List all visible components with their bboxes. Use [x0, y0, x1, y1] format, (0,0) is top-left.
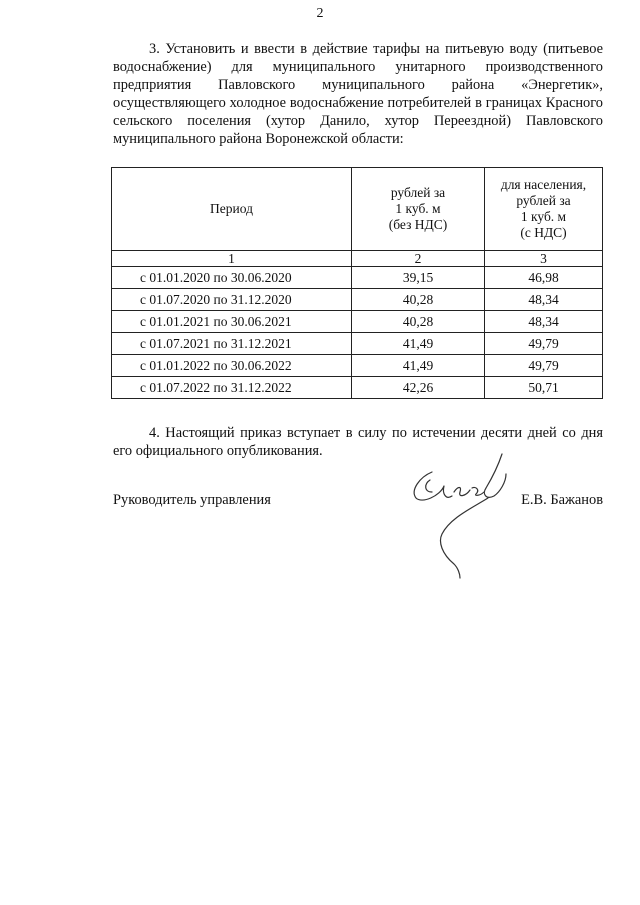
header-without-vat-line: 1 куб. м: [395, 201, 441, 216]
column-number: 3: [485, 251, 603, 267]
handwritten-signature: [402, 452, 552, 582]
header-period: Период: [112, 168, 352, 251]
table-row: [112, 377, 603, 399]
price-with-vat-cell: 48,34: [485, 289, 603, 311]
price-without-vat-cell: 40,28: [352, 311, 485, 333]
period-cell: с 01.07.2021 по 31.12.2021: [112, 333, 352, 355]
price-without-vat-cell: 40,28: [352, 289, 485, 311]
period-cell: с 01.07.2022 по 31.12.2022: [112, 377, 352, 399]
clause-3-text: 3. Установить и ввести в действие тарифы на питьевую воду (питьевое водоснабжение) для муниципального унитарного производственного предприятия Павловского муниципального района «Энергетик», осуществляющего холодное водоснабжение потребителей в границах Красного сельского поселения (хутор Данило, хутор Переездной) Павловского муниципального района Воронежской области:: [113, 41, 603, 147]
signatory-title: Руководитель управления: [113, 492, 271, 508]
table-header-row: [112, 168, 603, 251]
header-with-vat-line: для населения,: [500, 177, 587, 192]
header-with-vat-line: рублей за: [516, 193, 571, 208]
table-row: [112, 355, 603, 377]
price-with-vat-cell: 46,98: [485, 267, 603, 289]
table-row: [112, 267, 603, 289]
table-row: [112, 289, 603, 311]
period-cell: с 01.01.2020 по 30.06.2020: [112, 267, 352, 289]
period-cell: с 01.01.2022 по 30.06.2022: [112, 355, 352, 377]
price-with-vat-cell: 50,71: [485, 377, 603, 399]
table-row: [112, 311, 603, 333]
signatory-name: Е.В. Бажанов: [521, 492, 603, 508]
price-without-vat-cell: 41,49: [352, 355, 485, 377]
price-without-vat-cell: 39,15: [352, 267, 485, 289]
tariff-table: [111, 167, 603, 399]
period-cell: с 01.07.2020 по 31.12.2020: [112, 289, 352, 311]
price-without-vat-cell: 42,26: [352, 377, 485, 399]
price-with-vat-cell: 49,79: [485, 355, 603, 377]
column-number-row: [112, 251, 603, 267]
header-with-vat: [485, 168, 603, 251]
page-number: 2: [316, 6, 324, 21]
header-with-vat-line: 1 куб. м: [520, 209, 567, 224]
header-without-vat-line: (без НДС): [388, 217, 448, 232]
column-number: 2: [352, 251, 485, 267]
header-with-vat-line: (с НДС): [520, 225, 567, 240]
header-without-vat-line: рублей за: [390, 185, 446, 200]
header-without-vat: [352, 168, 485, 251]
table-row: [112, 333, 603, 355]
price-without-vat-cell: 41,49: [352, 333, 485, 355]
price-with-vat-cell: 48,34: [485, 311, 603, 333]
column-number: 1: [112, 251, 352, 267]
period-cell: с 01.01.2021 по 30.06.2021: [112, 311, 352, 333]
price-with-vat-cell: 49,79: [485, 333, 603, 355]
clause-4-text: 4. Настоящий приказ вступает в силу по истечении десяти дней со дня его официального опубликования.: [113, 425, 603, 459]
